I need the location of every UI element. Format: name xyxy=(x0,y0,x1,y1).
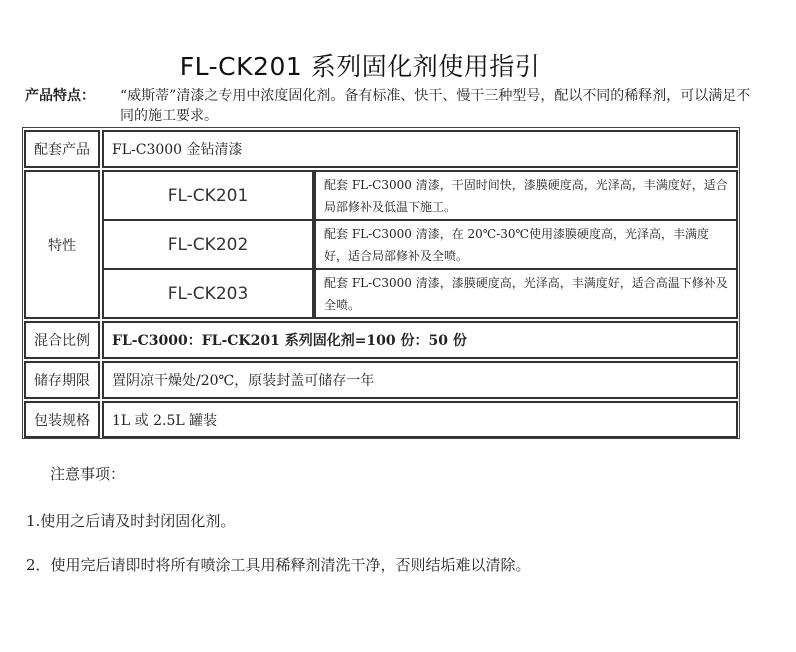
packaging-label: 包装规格 xyxy=(24,401,100,438)
properties-label: 特性 xyxy=(24,170,100,319)
features-label: 产品特点： xyxy=(25,88,95,104)
mixing-ratio-value: FL-C3000：FL-CK201 系列固化剂=100 份：50 份 xyxy=(102,321,738,359)
note-item: 2．使用完后请即时将所有喷涂工具用稀释剂清洗干净，否则结垢难以清除。 xyxy=(26,556,531,574)
features-text: “威斯蒂”清漆之专用中浓度固化剂。备有标准、快干、慢干三种型号，配以不同的稀释剂，可以满足不同的施工要求。 xyxy=(120,88,751,124)
product-features xyxy=(25,86,755,124)
model-name: FL-CK202 xyxy=(102,219,314,270)
packaging-value: 1L 或 2.5L 罐装 xyxy=(102,401,738,438)
notes-title: 注意事项： xyxy=(50,465,126,483)
matching-product-value: FL-C3000 金钻清漆 xyxy=(102,130,738,168)
model-description: 配套 FL-C3000 清漆，在 20℃-30℃使用漆膜硬度高，光泽高，丰满度好，适合局部修补及全喷。 xyxy=(314,219,738,270)
storage-value: 置阴凉干燥处/20℃，原装封盖可储存一年 xyxy=(102,361,738,399)
model-description: 配套 FL-C3000 清漆，干固时间快，漆膜硬度高，光泽高，丰满度好，适合局部修补及低温下施工。 xyxy=(314,170,738,221)
model-name: FL-CK201 xyxy=(102,170,314,221)
document-title: FL-CK201 系列固化剂使用指引 xyxy=(179,52,541,81)
matching-product-label: 配套产品 xyxy=(24,130,100,168)
note-item: 1.使用之后请及时封闭固化剂。 xyxy=(26,512,236,530)
storage-label: 储存期限 xyxy=(24,361,100,399)
model-description: 配套 FL-C3000 清漆，漆膜硬度高，光泽高，丰满度好，适合高温下修补及全喷。 xyxy=(314,268,738,319)
mixing-ratio-label: 混合比例 xyxy=(24,321,100,359)
model-name: FL-CK203 xyxy=(102,268,314,319)
